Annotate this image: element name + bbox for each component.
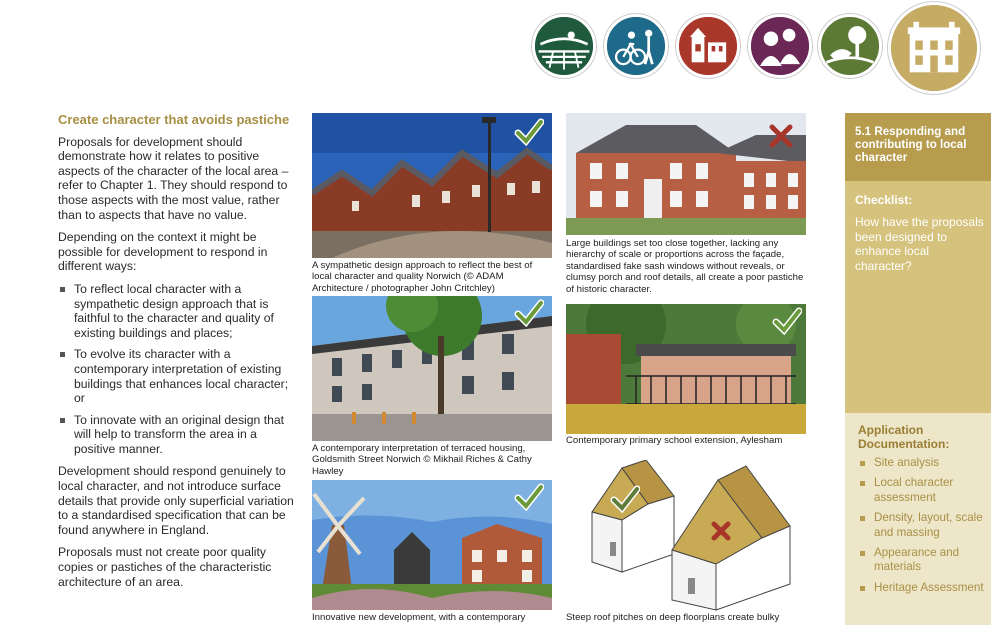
photo-caption: Contemporary primary school extension, Aylesham — [566, 435, 783, 446]
pastiche-paragraph: Proposals must not create poor quality copies or pastiches of the characteristic architecture of an area. — [58, 545, 272, 589]
photo-windmill-development — [312, 480, 552, 610]
documentation-list — [858, 456, 985, 595]
checklist-sidebar — [845, 113, 991, 625]
checklist-label: Checklist: — [855, 193, 913, 207]
sidebar-section-heading: 5.1 Responding and contributing to local character — [845, 113, 991, 181]
list-item: To reflect local character with a sympathetic design approach that is faithful to the character and quality of existing buildings and places; — [58, 282, 300, 340]
historic-buildings-icon — [676, 14, 740, 78]
wildlife-nature-icon — [818, 14, 882, 78]
approved-check-icon — [514, 298, 544, 328]
photo-caption: Steep roof pitches on deep floorplans create bulky — [566, 612, 780, 623]
rejected-cross-icon — [766, 121, 796, 151]
photo-school-extension — [566, 304, 806, 434]
context-paragraph: Depending on the context it might be possible for development to respond in different ways: — [58, 230, 268, 274]
roof-pitch-diagram — [566, 460, 806, 612]
approved-check-icon — [514, 482, 544, 512]
body-text-column — [58, 113, 300, 597]
list-item: Heritage Assessment — [858, 581, 985, 595]
approved-check-icon — [514, 117, 544, 147]
list-item: Density, layout, scale and massing — [858, 511, 985, 540]
list-item: Appearance and materials — [858, 546, 985, 575]
landscape-fields-icon — [532, 14, 596, 78]
list-item: Local character assessment — [858, 476, 985, 505]
building-facade-icon — [888, 2, 980, 94]
intro-paragraph: Proposals for development should demonstrate how it relates to positive aspects of the character of the local area – refer to Chapter 1. They should respond to those aspects with the most value, rather than to aspects that have no value. — [58, 134, 289, 222]
checklist-question: How have the proposals been designed to enhance local character? — [855, 215, 984, 273]
application-documentation-box — [845, 413, 991, 625]
list-item: Site analysis — [858, 456, 985, 470]
people-community-icon — [748, 14, 812, 78]
section-title: Create character that avoids pastiche — [58, 112, 290, 127]
rejected-cross-icon — [706, 516, 736, 546]
photo-caption: A contemporary interpretation of terraced housing, Goldsmith Street Norwich © Mikhail Riches & Cathy Hawley — [312, 443, 532, 477]
photo-caption: Innovative new development, with a contemporary — [312, 612, 526, 623]
cyclist-walker-icon — [604, 14, 668, 78]
photo-pastiche-houses — [566, 113, 806, 235]
list-item: To innovate with an original design that will help to transform the area in a positive manner. — [58, 413, 300, 457]
photo-sympathetic-housing — [312, 113, 552, 258]
photo-goldsmith-street-terrace — [312, 296, 552, 441]
application-documentation-label: Application Documentation: — [858, 423, 950, 451]
response-paragraph: Development should respond genuinely to local character, and not introduce surface details that provide only superficial variation to a standardised specification that can be found anywhere in England. — [58, 464, 294, 537]
photo-caption: A sympathetic design approach to reflect the best of local character and quality Norwich (© ADAM Architecture / photographer John Critchley) — [312, 260, 533, 294]
photo-caption: Large buildings set too close together, lacking any hierarchy of scale or proportions across the façade, standardised fake sash windows without reveals, or clumsy porch and roof details, all create a poor pastiche of historic character. — [566, 238, 804, 295]
approach-list — [58, 282, 300, 457]
approved-check-icon — [610, 484, 640, 514]
checklist-box — [855, 193, 985, 273]
list-item: To evolve its character with a contemporary interpretation of existing buildings that enhances local character; or — [58, 347, 300, 405]
approved-check-icon — [772, 306, 802, 336]
